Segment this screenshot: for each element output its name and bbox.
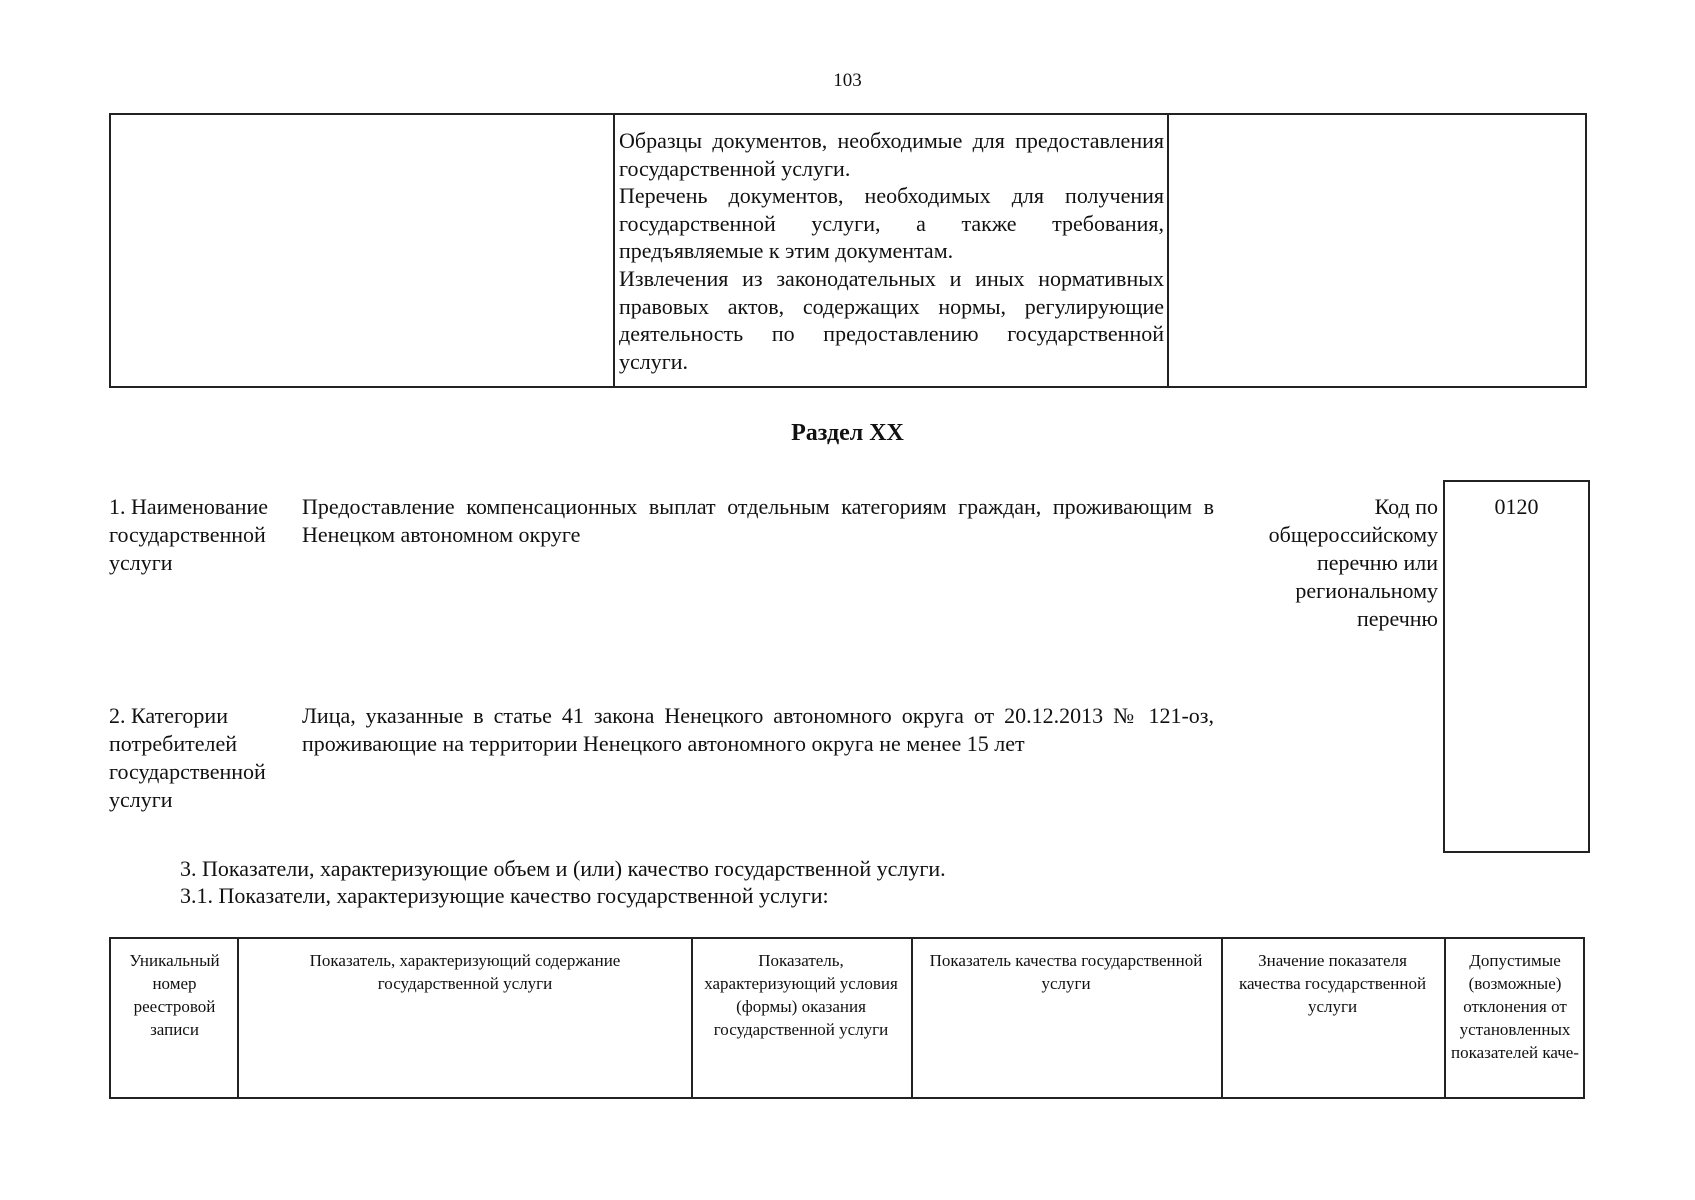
table-column-divider [1444,939,1446,1097]
code-value: 0120 [1494,494,1539,519]
service-name-label: 1. Наименование государственной услуги [109,494,269,575]
consumer-categories-label: 2. Категории потребителей государственной услуги [109,703,266,812]
consumer-categories-value: Лица, указанные в статье 41 закона Ненецкого автономного округа от 20.12.2013 № 121-оз, проживающие на территории Ненецкого автономного округа не менее 15 лет [302,703,1214,756]
table-column-divider [237,939,239,1097]
documents-paragraph: Извлечения из законодательных и иных нормативных правовых актов, содержащих нормы, регулирующие деятельность по предоставлению государственной услуги. [619,265,1164,374]
documents-paragraph: Перечень документов, необходимых для получения государственной услуги, а также требования, предъявляемые к этим документам. [619,183,1164,264]
code-label: Код по общероссийскому перечню или региональному перечню [1268,494,1438,631]
table-column-divider [1167,115,1169,386]
service-name-value: Предоставление компенсационных выплат отдельным категориям граждан, проживающим в Ненецком автономном округе [302,494,1214,547]
column-header: Допустимые (возможные) отклонения от установленных показателей каче- [1451,951,1579,1062]
code-box [1443,480,1590,853]
quality-indicators-table [109,937,1585,1099]
documents-paragraph: Образцы документов, необходимые для предоставления государственной услуги. [619,128,1164,181]
column-header: Показатель, характеризующий содержание государственной услуги [309,951,621,993]
section-title: Раздел XX [791,420,904,446]
table-column-divider [613,115,615,386]
column-header: Показатель, характеризующий условия (формы) оказания государственной услуги [704,951,898,1039]
column-header: Значение показателя качества государственной услуги [1238,951,1427,1016]
column-header: Показатель качества государственной услуги [929,951,1203,993]
column-header: Уникальный номер реестровой записи [129,951,220,1039]
continuation-table [109,113,1587,388]
paragraph-3: 3. Показатели, характеризующие объем и (или) качество государственной услуги. [180,856,946,881]
table-column-divider [691,939,693,1097]
paragraph-3-1: 3.1. Показатели, характеризующие качество государственной услуги: [180,883,829,908]
table-column-divider [911,939,913,1097]
page-number: 103 [833,70,862,91]
table-column-divider [1221,939,1223,1097]
documents-cell [619,127,1164,375]
